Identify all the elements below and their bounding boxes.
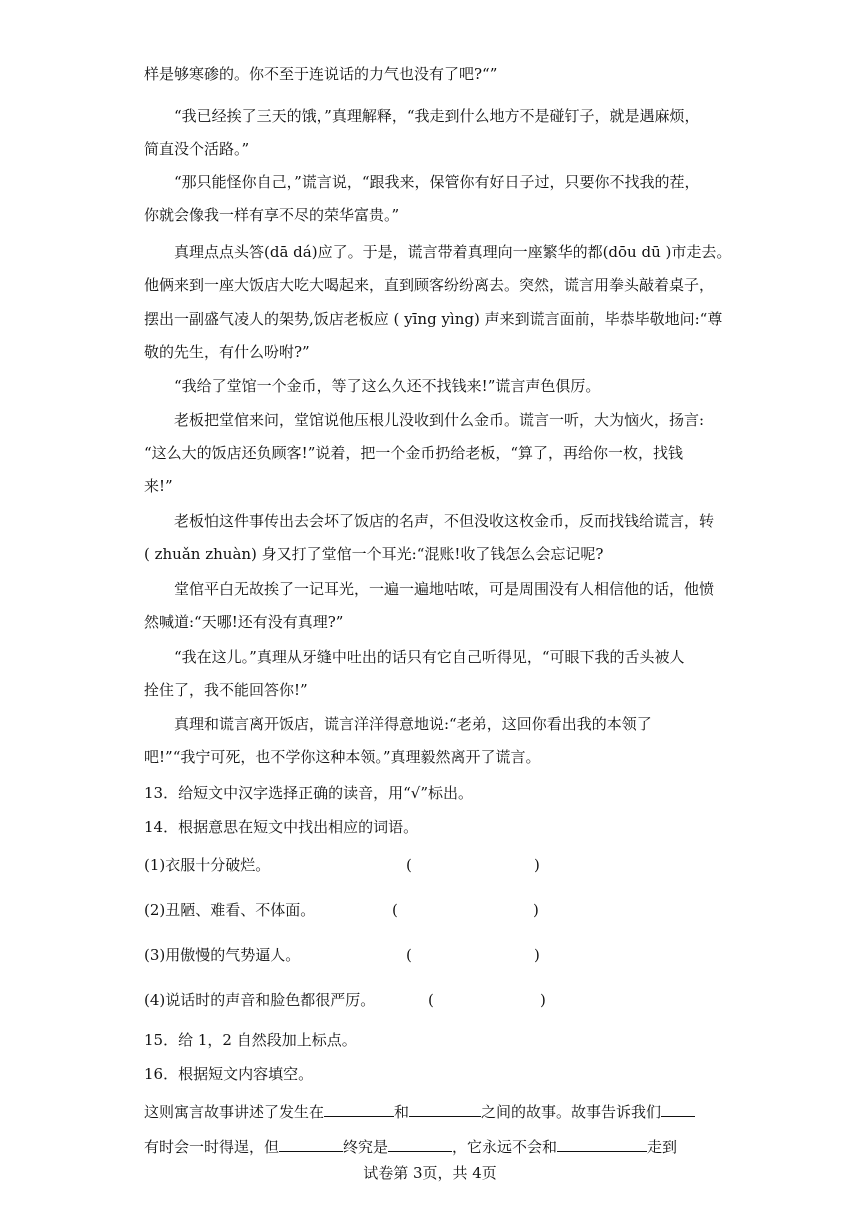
fill-blank[interactable] [409, 1099, 481, 1117]
question-16: 16．根据短文内容填空。 [144, 1065, 314, 1083]
fill-blank[interactable] [388, 1134, 452, 1152]
question-14-item-4: (4)说话时的声音和脸色都很严厉。 ( ) [144, 991, 546, 1009]
story-line: “我已经挨了三天的饿，”真理解释，“我走到什么地方不是碰钉子，就是遇麻烦， [174, 107, 700, 125]
story-line: 敬的先生，有什么吩咐?” [144, 343, 310, 361]
answer-open-paren[interactable]: ( [428, 991, 434, 1009]
story-line: 来!” [144, 477, 173, 495]
answer-close-paren: ) [534, 946, 540, 964]
story-line: 真理点点头答(dā dá)应了。于是，谎言带着真理向一座繁华的都(dōu dū )市走去。 [174, 243, 732, 261]
page-footer: 试卷第 3页，共 4页 [363, 1164, 497, 1182]
question-14-item-2: (2)丑陋、难看、不体面。 ( ) [144, 901, 539, 919]
question-16-fill-line-2: 有时会一时得逞，但 终究是 ，它永远不会和 走到 [144, 1134, 724, 1157]
fill-blank[interactable] [279, 1134, 343, 1152]
question-13: 13．给短文中汉字选择正确的读音，用“√”标出。 [144, 784, 473, 802]
question-15: 15．给 1，2 自然段加上标点。 [144, 1031, 357, 1049]
question-14-item-1: (1)衣服十分破烂。 ( ) [144, 856, 540, 874]
story-line: 堂倌平白无故挨了一记耳光，一遍一遍地咕哝，可是周围没有人相信他的话，他愤 [174, 580, 715, 598]
story-line: “我给了堂馆一个金币，等了这么久还不找钱来!”谎言声色俱厉。 [174, 377, 601, 395]
answer-close-paren: ) [534, 856, 540, 874]
story-line: 老板把堂倌来问，堂馆说他压根儿没收到什么金币。谎言一听，大为恼火，扬言: [174, 411, 705, 429]
story-line: 老板怕这件事传出去会坏了饭店的名声，不但没收这枚金币，反而找钱给谎言，转 [174, 512, 715, 530]
story-line: 然喊道:“天哪!还有没有真理?” [144, 613, 344, 631]
answer-close-paren: ) [540, 991, 546, 1009]
question-16-fill-line-1: 这则寓言故事讲述了发生在 和 之间的故事。故事告诉我们 [144, 1099, 724, 1122]
answer-open-paren[interactable]: ( [392, 901, 398, 919]
story-line: ( zhuǎn zhuàn) 身又打了堂倌一个耳光:“混账!收了钱怎么会忘记呢? [144, 545, 604, 563]
story-line: 他俩来到一座大饭店大吃大喝起来，直到顾客纷纷离去。突然，谎言用拳头敲着桌子， [144, 276, 715, 294]
answer-close-paren: ) [533, 901, 539, 919]
story-line: 样是够寒碜的。你不至于连说话的力气也没有了吧?“” [144, 65, 498, 83]
question-14: 14．根据意思在短文中找出相应的词语。 [144, 818, 419, 836]
story-line: 拴住了，我不能回答你!” [144, 681, 308, 699]
story-line: “我在这儿。”真理从牙缝中吐出的话只有它自己听得见，“可眼下我的舌头被人 [174, 648, 685, 666]
fill-blank[interactable] [557, 1134, 647, 1152]
story-line: 你就会像我一样有享不尽的荣华富贵。” [144, 206, 400, 224]
answer-open-paren[interactable]: ( [406, 856, 412, 874]
question-14-item-3: (3)用傲慢的气势逼人。 ( ) [144, 946, 540, 964]
answer-open-paren[interactable]: ( [406, 946, 412, 964]
story-line: “那只能怪你自己，”谎言说，“跟我来，保管你有好日子过，只要你不找我的茬， [174, 173, 700, 191]
story-line: 简直没个活路。” [144, 140, 250, 158]
story-line: 摆出一副盛气凌人的架势,饭店老板应 ( yīng yìng) 声来到谎言面前，毕恭毕敬地问:“尊 [144, 310, 723, 328]
fill-blank[interactable] [661, 1099, 695, 1117]
story-line: 真理和谎言离开饭店，谎言洋洋得意地说:“老弟，这回你看出我的本领了 [174, 715, 652, 733]
story-line: 吧!”“我宁可死，也不学你这种本领。”真理毅然离开了谎言。 [144, 748, 541, 766]
fill-blank[interactable] [324, 1099, 394, 1117]
story-line: “这么大的饭店还负顾客!”说着，把一个金币扔给老板，“算了，再给你一枚，找钱 [144, 444, 684, 462]
